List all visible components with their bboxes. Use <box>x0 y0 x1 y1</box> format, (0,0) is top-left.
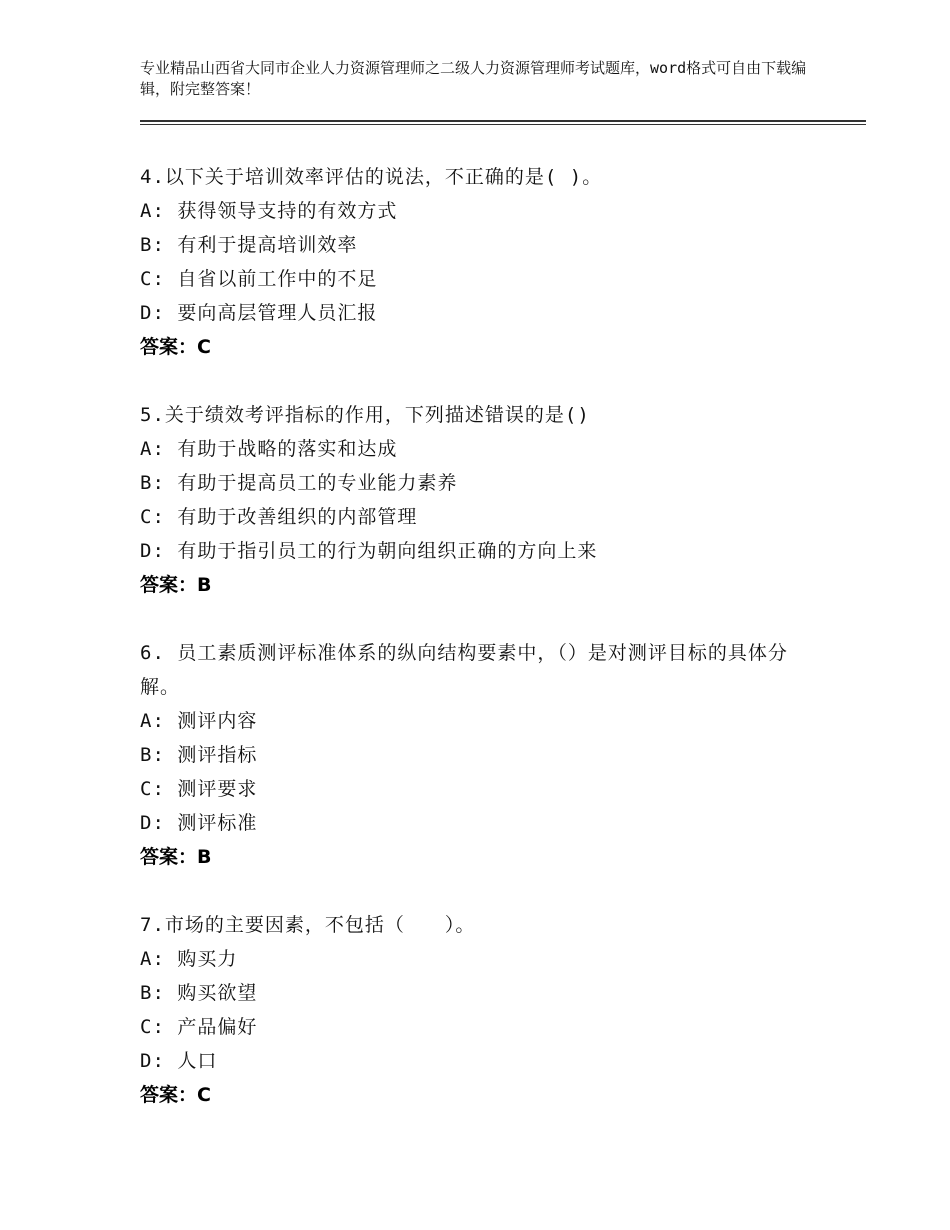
question-stem: 6. 员工素质测评标准体系的纵向结构要素中，（）是对测评目标的具体分解。 <box>140 642 788 698</box>
answer-label: 答案：B <box>140 846 212 868</box>
option-a: A: 购买力 <box>140 948 238 970</box>
question-6 <box>140 636 820 874</box>
option-b: B: 购买欲望 <box>140 982 258 1004</box>
option-d: D: 有助于指引员工的行为朝向组织正确的方向上来 <box>140 540 598 562</box>
option-d: D: 人口 <box>140 1050 218 1072</box>
answer-label: 答案：C <box>140 336 211 358</box>
question-7 <box>140 908 820 1112</box>
option-a: A: 有助于战略的落实和达成 <box>140 438 398 460</box>
option-b: B: 测评指标 <box>140 744 258 766</box>
question-stem: 7.市场的主要因素，不包括（ ）。 <box>140 914 476 936</box>
option-d: D: 测评标准 <box>140 812 258 834</box>
document-title: 专业精品山西省大同市企业人力资源管理师之二级人力资源管理师考试题库，word格式可自由下载编辑，附完整答案！ <box>140 59 807 98</box>
header-divider <box>140 120 866 125</box>
option-c: C: 产品偏好 <box>140 1016 258 1038</box>
question-list <box>140 160 820 1146</box>
question-5 <box>140 398 820 602</box>
option-b: B: 有利于提高培训效率 <box>140 234 358 256</box>
option-d: D: 要向高层管理人员汇报 <box>140 302 378 324</box>
answer-label: 答案：C <box>140 1084 211 1106</box>
option-c: C: 测评要求 <box>140 778 258 800</box>
option-b: B: 有助于提高员工的专业能力素养 <box>140 472 458 494</box>
option-a: A: 测评内容 <box>140 710 258 732</box>
option-c: C: 自省以前工作中的不足 <box>140 268 378 290</box>
question-stem: 5.关于绩效考评指标的作用，下列描述错误的是() <box>140 404 590 426</box>
document-header <box>140 58 830 100</box>
question-stem: 4.以下关于培训效率评估的说法，不正确的是( )。 <box>140 166 603 188</box>
answer-label: 答案：B <box>140 574 212 596</box>
option-a: A: 获得领导支持的有效方式 <box>140 200 398 222</box>
option-c: C: 有助于改善组织的内部管理 <box>140 506 418 528</box>
question-4 <box>140 160 820 364</box>
